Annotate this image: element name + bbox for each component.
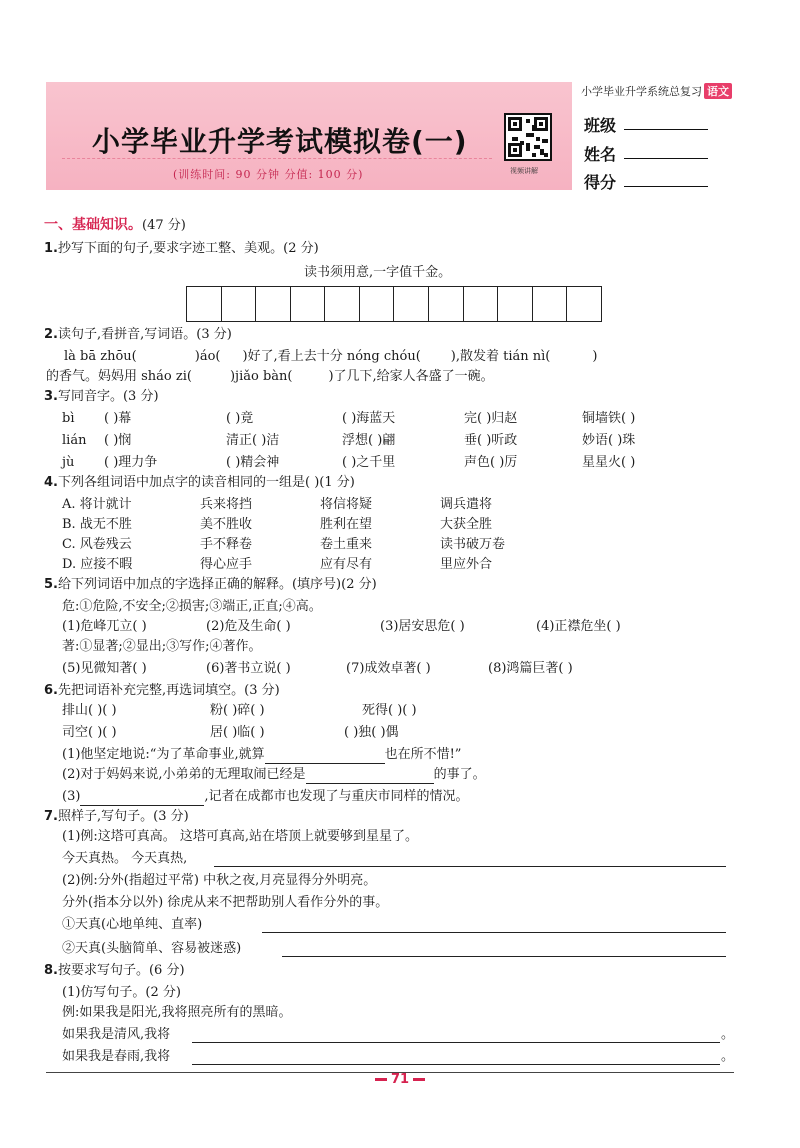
answer-blank[interactable] — [80, 792, 204, 806]
name-label: 姓名 — [584, 145, 617, 164]
writing-grid[interactable] — [186, 286, 602, 322]
text-segment: là bā zhōu( — [64, 349, 137, 364]
option-a[interactable]: A. 将计就计 — [62, 497, 132, 512]
section-points: (47 分) — [142, 218, 186, 233]
question-text: 读句子,看拼音,写词语。(3 分) — [57, 327, 232, 342]
pinyin-label: jù — [62, 455, 75, 470]
definition-line: 危:①危险,不安全;②损害;③端正,正直;④高。 — [62, 599, 322, 614]
answer-blank[interactable] — [306, 770, 434, 784]
pinyin-label: bì — [62, 411, 75, 426]
answer-prompt: 今天真热。 今天真热, — [62, 851, 188, 866]
fill-item[interactable]: 星星火( ) — [582, 455, 636, 470]
grid-cell[interactable] — [567, 287, 601, 321]
grid-cell[interactable] — [325, 287, 360, 321]
grid-cell[interactable] — [429, 287, 464, 321]
score-label: 得分 — [584, 173, 617, 192]
option-b[interactable]: B. 战无不胜 — [62, 517, 132, 532]
fill-item[interactable]: 清正( )洁 — [226, 433, 280, 448]
exam-info: (训练时间: 90 分钟 分值: 100 分) — [173, 168, 364, 181]
q6-sentence-3 — [62, 788, 469, 806]
question-7 — [44, 808, 189, 826]
option-c[interactable]: C. 风卷残云 — [62, 537, 132, 552]
text-segment: ) — [592, 349, 598, 364]
question-4 — [44, 474, 355, 492]
option-word: 手不释卷 — [200, 537, 253, 552]
text-segment: ,记者在成都市也发现了与重庆市同样的情况。 — [204, 789, 469, 804]
answer-prompt: ①天真(心地单纯、直率) — [62, 917, 203, 932]
option-word: 调兵遣将 — [440, 497, 493, 512]
text-segment: )jiǎo bàn( — [229, 369, 293, 384]
example-line: 分外(指本分以外) 徐虎从来不把帮助别人看作分外的事。 — [62, 895, 389, 910]
answer-line[interactable] — [214, 866, 726, 867]
grid-cell[interactable] — [222, 287, 257, 321]
definition-line: 著:①显著;②显出;③写作;④著作。 — [62, 639, 262, 654]
option-word: 读书破万卷 — [440, 537, 506, 552]
subject-badge: 语文 — [704, 83, 732, 99]
option-word: 大获全胜 — [440, 517, 493, 532]
question-number: 6. — [44, 683, 58, 698]
answer-prompt: ②天真(头脑简单、容易被迷惑) — [62, 941, 242, 956]
page-number-text: 71 — [390, 1072, 410, 1087]
fill-item[interactable]: (6)著书立说( ) — [206, 661, 291, 676]
fill-item[interactable]: 垂( )听政 — [464, 433, 518, 448]
text-segment: )好了,看上去十分 nóng chóu( — [242, 349, 421, 364]
fill-item[interactable]: 司空( )( ) — [62, 725, 117, 740]
name-field[interactable] — [624, 158, 708, 159]
option-word: 胜利在望 — [320, 517, 373, 532]
text-segment: (1)他坚定地说:“为了革命事业,就算 — [62, 747, 265, 762]
question-8 — [44, 962, 185, 980]
fill-item[interactable]: ( )海蓝天 — [342, 411, 396, 426]
question-number: 8. — [44, 963, 58, 978]
fill-item[interactable]: 完( )归赵 — [464, 411, 518, 426]
text-segment: )áo( — [194, 349, 221, 364]
question-number: 7. — [44, 809, 58, 824]
fill-item[interactable]: ( )精会神 — [226, 455, 280, 470]
question-text: 写同音字。(3 分) — [57, 389, 159, 404]
answer-line[interactable] — [192, 1064, 720, 1065]
question-number: 5. — [44, 577, 58, 592]
grid-cell[interactable] — [394, 287, 429, 321]
question-number: 2. — [44, 327, 58, 342]
score-field[interactable] — [624, 186, 708, 187]
question-5 — [44, 576, 377, 594]
grid-cell[interactable] — [291, 287, 326, 321]
fill-item[interactable]: (5)见微知著( ) — [62, 661, 147, 676]
end-mark: 。 — [721, 1027, 735, 1042]
text-segment: )了几下,给家人各盛了一碗。 — [328, 369, 494, 384]
question-number: 4. — [44, 475, 58, 490]
fill-item[interactable]: (3)居安思危( ) — [380, 619, 465, 634]
grid-cell[interactable] — [187, 287, 222, 321]
question-6 — [44, 682, 280, 700]
fill-item[interactable]: 铜墙铁( ) — [582, 411, 636, 426]
text-segment: 的香气。妈妈用 sháo zi( — [46, 369, 192, 384]
pinyin-label: lián — [62, 433, 87, 448]
page-bar-right — [413, 1078, 425, 1081]
question-1 — [44, 240, 319, 258]
answer-prompt: 如果我是清风,我将 — [62, 1027, 171, 1042]
fill-item[interactable]: 死得( )( ) — [362, 703, 417, 718]
sub-question: (1)仿写句子。(2 分) — [62, 985, 181, 1000]
page-number — [0, 1072, 800, 1087]
text-segment: (2)对于妈妈来说,小弟弟的无理取闹已经是 — [62, 767, 306, 782]
copy-sentence: 读书须用意,一字值千金。 — [304, 265, 452, 280]
option-word: 应有尽有 — [320, 557, 373, 572]
example-line: 例:如果我是阳光,我将照亮所有的黑暗。 — [62, 1005, 292, 1020]
text-segment: ),散发着 tián nì( — [450, 349, 551, 364]
fill-item[interactable]: (2)危及生命( ) — [206, 619, 291, 634]
fill-item[interactable]: 声色( )厉 — [464, 455, 518, 470]
end-mark: 。 — [721, 1049, 735, 1064]
question-text: 抄写下面的句子,要求字迹工整、美观。(2 分) — [57, 241, 319, 256]
question-text: 照样子,写句子。(3 分) — [57, 809, 189, 824]
fill-item[interactable]: 浮想( )翩 — [342, 433, 396, 448]
q2-line-2 — [46, 368, 494, 386]
option-word: 得心应手 — [200, 557, 253, 572]
fill-item[interactable]: ( )之千里 — [342, 455, 396, 470]
page-title: 小学毕业升学考试模拟卷(一) — [92, 125, 468, 158]
grid-cell[interactable] — [498, 287, 533, 321]
option-d[interactable]: D. 应接不暇 — [62, 557, 133, 572]
qr-label: 视频讲解 — [510, 167, 538, 175]
fill-item[interactable]: ( )独( )偶 — [344, 725, 399, 740]
text-segment: (3) — [62, 789, 81, 804]
fill-item[interactable]: ( )幕 — [104, 411, 132, 426]
option-word: 美不胜收 — [200, 517, 253, 532]
section-name: 一、基础知识。 — [44, 217, 142, 233]
option-word: 里应外合 — [440, 557, 493, 572]
answer-line[interactable] — [262, 932, 726, 933]
grid-cell[interactable] — [464, 287, 499, 321]
fill-item[interactable]: 排山( )( ) — [62, 703, 117, 718]
answer-blank[interactable] — [265, 750, 385, 764]
fill-item[interactable]: (7)成效卓著( ) — [346, 661, 431, 676]
q2-line-1 — [64, 348, 597, 366]
grid-cell[interactable] — [533, 287, 568, 321]
option-word: 将信将疑 — [320, 497, 373, 512]
question-text: 先把词语补充完整,再选词填空。(3 分) — [57, 683, 280, 698]
fill-item[interactable]: ( )理力争 — [104, 455, 158, 470]
question-number: 3. — [44, 389, 58, 404]
answer-line[interactable] — [282, 956, 726, 957]
class-field[interactable] — [624, 129, 708, 130]
q6-sentence-1 — [62, 746, 461, 764]
example-line: (2)例:分外(指超过平常) 中秋之夜,月亮显得分外明亮。 — [62, 873, 377, 888]
answer-prompt: 如果我是春雨,我将 — [62, 1049, 171, 1064]
grid-cell[interactable] — [256, 287, 291, 321]
fill-item[interactable]: (1)危峰兀立( ) — [62, 619, 147, 634]
example-line: (1)例:这塔可真高。 这塔可真高,站在塔顶上就要够到星星了。 — [62, 829, 419, 844]
fill-item[interactable]: ( )竟 — [226, 411, 254, 426]
question-3 — [44, 388, 159, 406]
q6-sentence-2 — [62, 766, 486, 784]
question-text: 给下列词语中加点的字选择正确的解释。(填序号)(2 分) — [57, 577, 377, 592]
answer-line[interactable] — [192, 1042, 720, 1043]
qr-code-icon[interactable] — [504, 113, 552, 161]
fill-item[interactable]: (4)正襟危坐( ) — [536, 619, 621, 634]
section-title — [44, 214, 186, 234]
page-bar-left — [375, 1078, 387, 1081]
fill-item[interactable]: 妙语( )珠 — [582, 433, 636, 448]
question-text: 按要求写句子。(6 分) — [57, 963, 185, 978]
question-2 — [44, 326, 232, 344]
fill-item[interactable]: (8)鸿篇巨著( ) — [488, 661, 573, 676]
series-name: 小学毕业升学系统总复习 — [581, 85, 702, 98]
banner-divider — [62, 158, 492, 159]
option-word: 卷土重来 — [320, 537, 373, 552]
fill-item[interactable]: 粉( )碎( ) — [210, 703, 265, 718]
fill-item[interactable]: 居( )临( ) — [210, 725, 265, 740]
option-word: 兵来将挡 — [200, 497, 253, 512]
fill-item[interactable]: ( )悯 — [104, 433, 132, 448]
class-label: 班级 — [584, 116, 617, 135]
grid-cell[interactable] — [360, 287, 395, 321]
question-text: 下列各组词语中加点字的读音相同的一组是( )(1 分) — [57, 475, 355, 490]
question-number: 1. — [44, 241, 58, 256]
series-tag — [581, 83, 732, 99]
text-segment: 的事了。 — [433, 767, 486, 782]
text-segment: 也在所不惜!” — [384, 747, 462, 762]
